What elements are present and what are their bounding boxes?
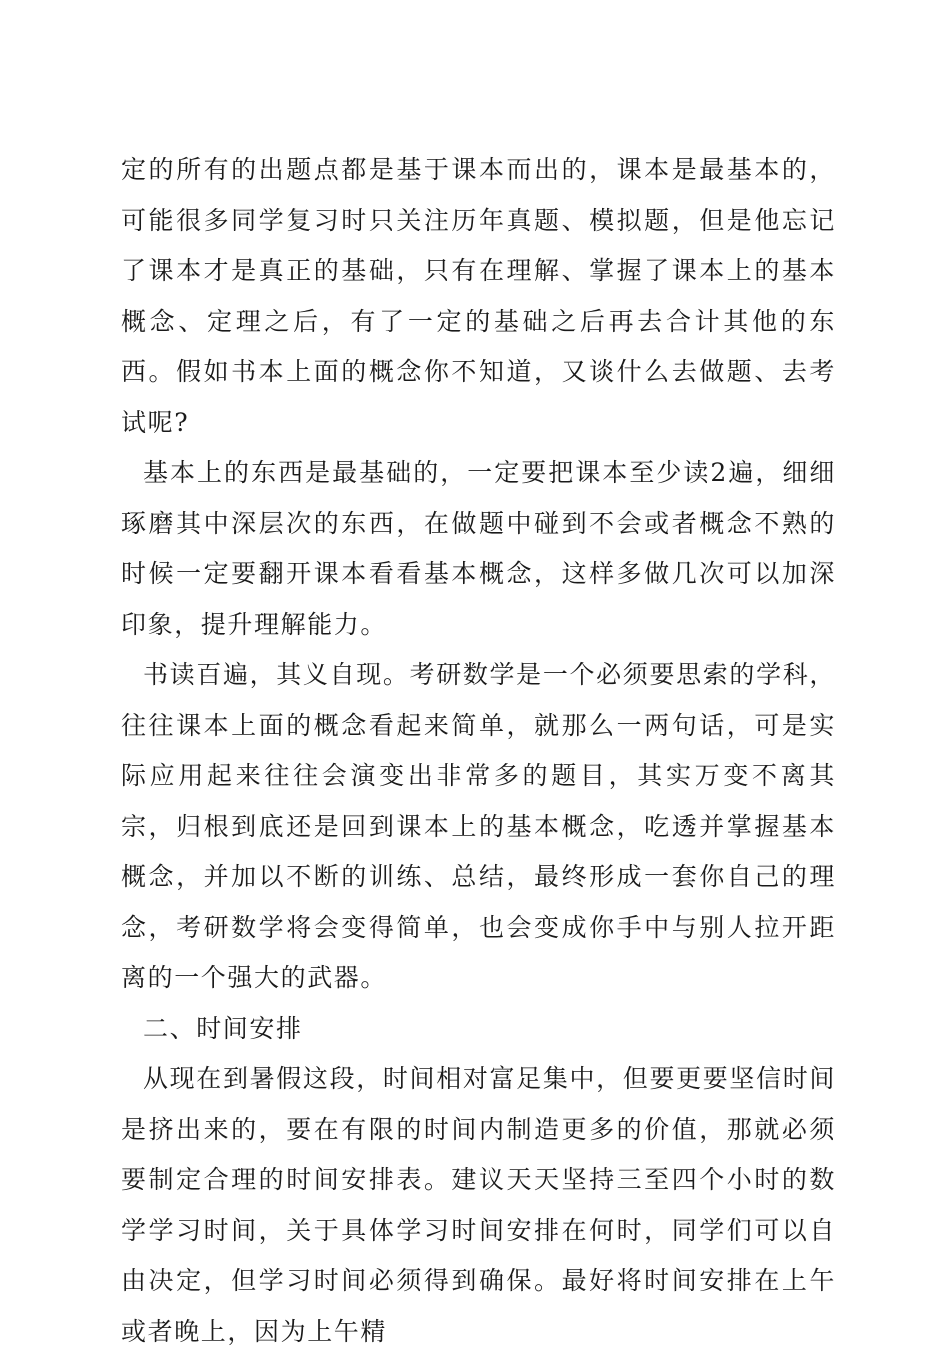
paragraph-textbook-basis: 定的所有的出题点都是基于课本而出的，课本是最基本的，可能很多同学复习时只关注历年真题、模拟题，但是他忘记了课本才是真正的基础，只有在理解、掌握了课本上的基本概念、定理之后，有了一定的基础之后再去合计其他的东西。假如书本上面的概念你不知道，又谈什么去做题、去考试呢?	[121, 155, 836, 437]
paragraph-time-arrangement: 从现在到暑假这段，时间相对富足集中，但要更要坚信时间是挤出来的，要在有限的时间内制造更多的价值，那就必须要制定合理的时间安排表。建议天天坚持三至四个小时的数学学习时间，关于具体学习时间安排在何时，同学们可以自由决定，但学习时间必须得到确保。最好将时间安排在上午或者晚上，因为上午精	[121, 1064, 836, 1346]
document-body	[121, 145, 836, 1357]
section-heading-time-arrangement: 二、时间安排	[143, 1013, 303, 1043]
paragraph-read-textbook: 基本上的东西是最基础的，一定要把课本至少读2遍，细细琢磨其中深层次的东西，在做题中碰到不会或者概念不熟的时候一定要翻开课本看看基本概念，这样多做几次可以加深印象，提升理解能力。	[121, 458, 836, 639]
paragraph-read-hundred-times: 书读百遍，其义自现。考研数学是一个必须要思索的学科，往往课本上面的概念看起来简单，就那么一两句话，可是实际应用起来往往会演变出非常多的题目，其实万变不离其宗，归根到底还是回到课本上的基本概念，吃透并掌握基本概念，并加以不断的训练、总结，最终形成一套你自己的理念，考研数学将会变得简单，也会变成你手中与别人拉开距离的一个强大的武器。	[121, 660, 836, 992]
